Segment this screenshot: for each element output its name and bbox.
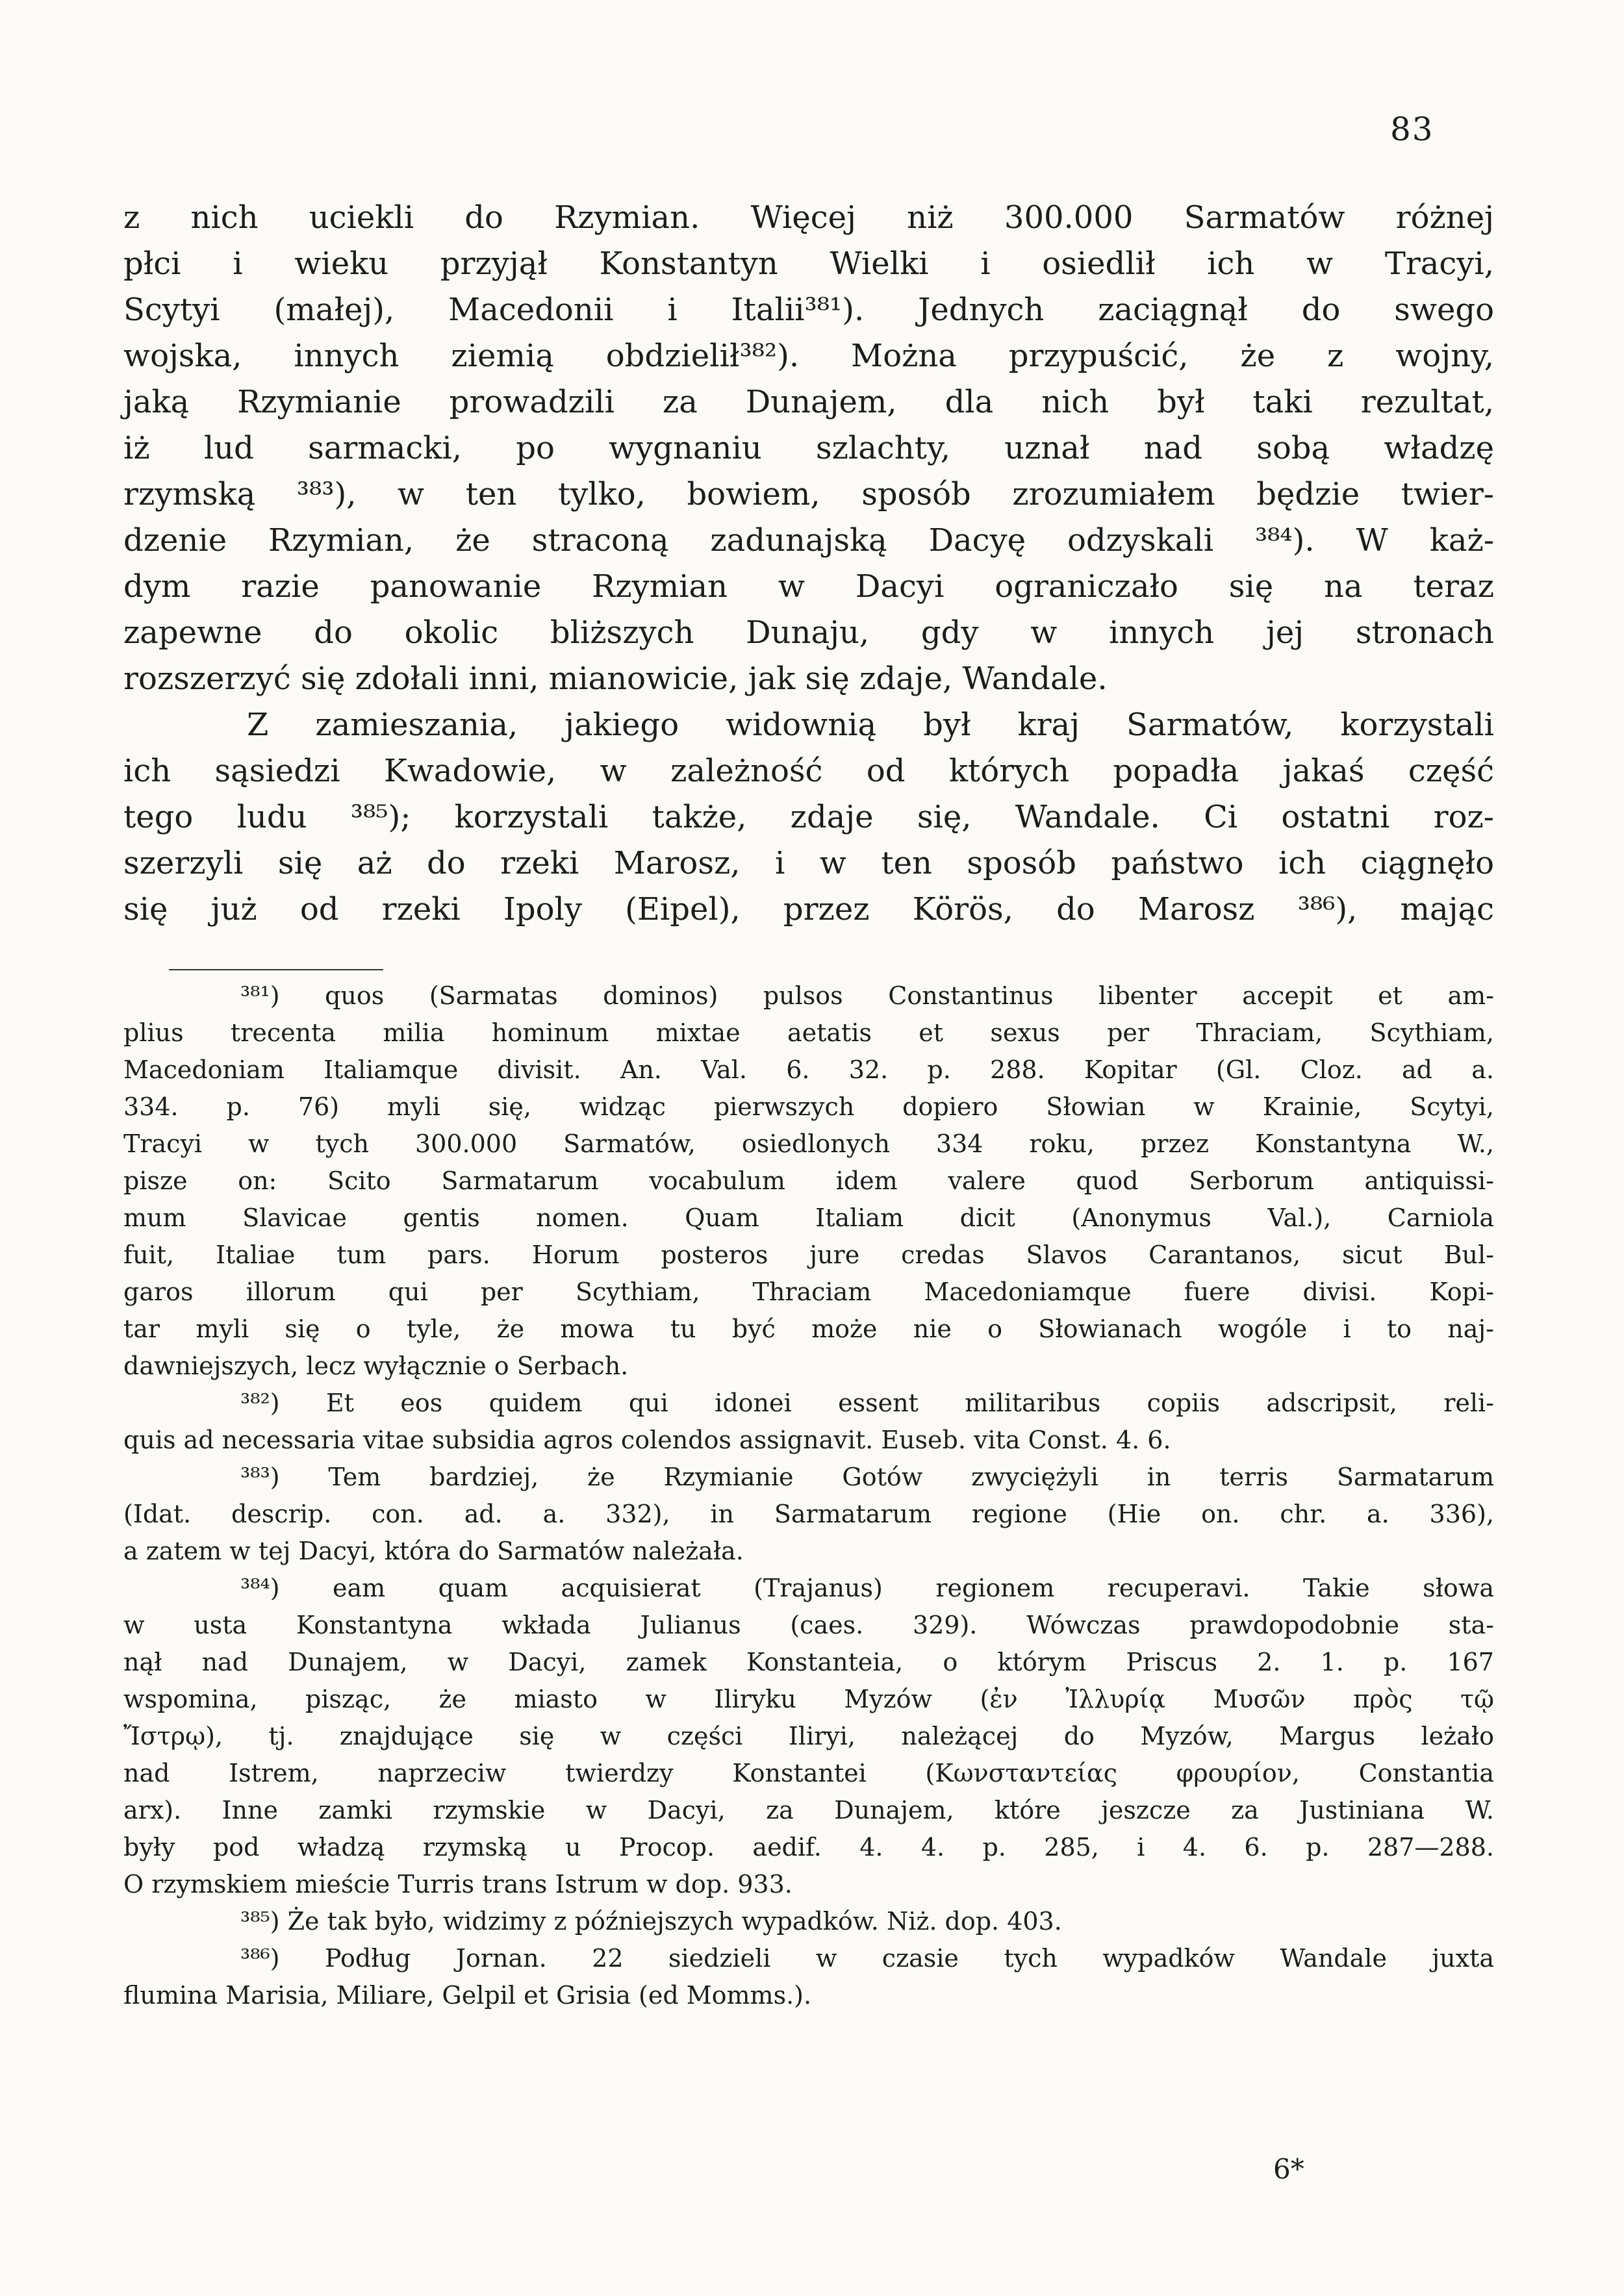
main-text-line: się już od rzeki Ipoly (Eipel), przez Körös, do Marosz ³⁸⁶), mając — [123, 891, 1494, 927]
footnote-line: quis ad necessaria vitae subsidia agros colendos assignavit. Euseb. vita Const. 4. 6. — [123, 1426, 1171, 1454]
footnote-line: mum Slavicae gentis nomen. Quam Italiam dicit (Anonymus Val.), Carniola — [123, 1204, 1494, 1232]
main-text-line: dzenie Rzymian, że straconą zadunajską Dacyę odzyskali ³⁸⁴). W każ- — [123, 522, 1494, 559]
footnotes — [123, 978, 1494, 2014]
main-text-line: wojska, innych ziemią obdzielił³⁸²). Można przypuścić, że z wojny, — [123, 338, 1494, 374]
footnote-line: dawniejszych, lecz wyłącznie o Serbach. — [123, 1352, 629, 1380]
main-text-line: ich sąsiedzi Kwadowie, w zależność od których popadła jakaś część — [123, 753, 1494, 789]
footnote-line: ³⁸⁵) Że tak było, widzimy z późniejszych wypadków. Niż. dop. 403. — [240, 1907, 1062, 1936]
footnote-line: Macedoniam Italiamque divisit. An. Val. 6. 32. p. 288. Kopitar (Gl. Cloz. ad a. — [123, 1055, 1494, 1084]
main-text — [123, 195, 1494, 933]
footnote-line: ³⁸²) Et eos quidem qui idonei essent militaribus copiis adscripsit, reli- — [240, 1389, 1494, 1417]
footnote-separator-rule — [169, 969, 383, 970]
main-text-line: z nich uciekli do Rzymian. Więcej niż 300.000 Sarmatów różnej — [123, 199, 1494, 236]
footnote-line: wspomina, pisząc, że miasto w Iliryku Myzów (ἐν Ἰλλυρίᾳ Μυσῶν πρὸς τῷ — [123, 1685, 1494, 1713]
footnote-line: a zatem w tej Dacyi, która do Sarmatów należała. — [123, 1537, 744, 1565]
main-text-line: Scytyi (małej), Macedonii i Italii³⁸¹). Jednych zaciągnął do swego — [123, 292, 1494, 328]
footnote-line: Ἴστρῳ), tj. znajdujące się w części Iliryi, należącej do Myzów, Margus leżało — [123, 1722, 1494, 1750]
main-text-line: tego ludu ³⁸⁵); korzystali także, zdaje się, Wandale. Ci ostatni roz- — [123, 799, 1494, 835]
footnote-line: pisze on: Scito Sarmatarum vocabulum idem valere quod Serborum antiquissi- — [123, 1167, 1494, 1195]
footnote-line: garos illorum qui per Scythiam, Thraciam Macedoniamque fuere divisi. Kopi- — [123, 1278, 1494, 1306]
footnote-line: ³⁸⁶) Podług Jornan. 22 siedzieli w czasie tych wypadków Wandale juxta — [240, 1944, 1494, 1973]
footnote-line: (Idat. descrip. con. ad. a. 332), in Sarmatarum regione (Hie on. chr. a. 336), — [123, 1500, 1494, 1528]
footnote-line: ³⁸⁴) eam quam acquisierat (Trajanus) regionem recuperavi. Takie słowa — [240, 1574, 1494, 1602]
footnote-line: w usta Konstantyna wkłada Julianus (caes. 329). Wówczas prawdopodobnie sta- — [123, 1611, 1494, 1639]
footnote-line: nął nad Dunajem, w Dacyi, zamek Konstanteia, o którym Priscus 2. 1. p. 167 — [123, 1648, 1494, 1676]
main-text-line: szerzyli się aż do rzeki Marosz, i w ten sposób państwo ich ciągnęło — [123, 845, 1494, 881]
main-text-line: dym razie panowanie Rzymian w Dacyi ograniczało się na teraz — [123, 568, 1494, 605]
main-text-line: iż lud sarmacki, po wygnaniu szlachty, uznał nad sobą władzę — [123, 430, 1494, 466]
footnote-line: fuit, Italiae tum pars. Horum posteros jure credas Slavos Carantanos, sicut Bul- — [123, 1241, 1494, 1269]
footnote-line: O rzymskiem mieście Turris trans Istrum w dop. 933. — [123, 1870, 793, 1899]
main-text-line: zapewne do okolic bliższych Dunaju, gdy w innych jej stronach — [123, 614, 1494, 651]
footnote-line: flumina Marisia, Miliare, Gelpil et Grisia (ed Momms.). — [123, 1981, 812, 2010]
main-text-line: płci i wieku przyjął Konstantyn Wielki i osiedlił ich w Tracyi, — [123, 246, 1494, 282]
footnote-line: były pod władzą rzymską u Procop. aedif. 4. 4. p. 285, i 4. 6. p. 287—288. — [123, 1833, 1494, 1861]
main-text-line: jaką Rzymianie prowadzili za Dunajem, dla nich był taki rezultat, — [123, 384, 1494, 420]
footnote-line: 334. p. 76) myli się, widząc pierwszych dopiero Słowian w Krainie, Scytyi, — [123, 1092, 1494, 1121]
footnote-line: arx). Inne zamki rzymskie w Dacyi, za Dunajem, które jeszcze za Justiniana W. — [123, 1796, 1494, 1824]
main-text-line: rzymską ³⁸³), w ten tylko, bowiem, sposób zrozumiałem będzie twier- — [123, 476, 1494, 512]
main-text-line: Z zamieszania, jakiego widownią był kraj Sarmatów, korzystali — [247, 707, 1494, 743]
footnote-line: plius trecenta milia hominum mixtae aetatis et sexus per Thraciam, Scythiam, — [123, 1018, 1494, 1047]
footnote-line: Tracyi w tych 300.000 Sarmatów, osiedlonych 334 roku, przez Konstantyna W., — [123, 1129, 1494, 1158]
sheet-signature-mark: 6* — [1273, 2153, 1304, 2185]
page-number: 83 — [1390, 110, 1434, 148]
footnote-line: tar myli się o tyle, że mowa tu być może nie o Słowianach wogóle i to naj- — [123, 1315, 1494, 1343]
footnote-line: ³⁸¹) quos (Sarmatas dominos) pulsos Constantinus libenter accepit et am- — [240, 981, 1494, 1010]
main-text-line: rozszerzyć się zdołali inni, mianowicie, jak się zdaje, Wandale. — [123, 661, 1108, 697]
footnote-line: nad Istrem, naprzeciw twierdzy Konstantei (Κωνσταντείας φρουρίον, Constantia — [123, 1759, 1494, 1787]
footnote-line: ³⁸³) Tem bardziej, że Rzymianie Gotów zwyciężyli in terris Sarmatarum — [240, 1463, 1494, 1491]
